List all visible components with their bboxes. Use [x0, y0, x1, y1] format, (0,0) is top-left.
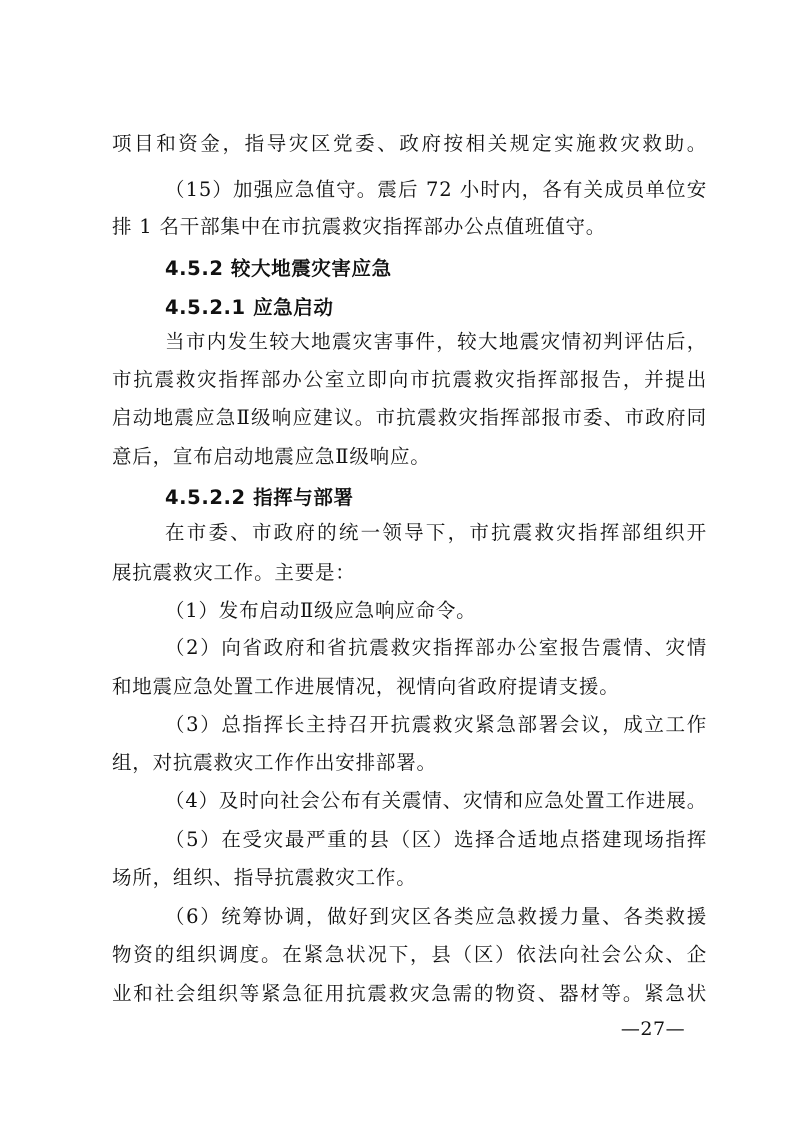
body-text-line: 组，对抗震救灾工作作出安排部署。 — [112, 751, 437, 774]
body-text-line: 启动地震应急Ⅱ级响应建议。市抗震救灾指挥部报市委、市政府同 — [112, 406, 707, 429]
list-item: （6）统筹协调，做好到灾区各类应急救援力量、各类救援 — [165, 905, 707, 928]
page-number: —27— — [620, 1018, 686, 1040]
body-text-line: 意后，宣布启动地震应急Ⅱ级响应。 — [112, 445, 431, 468]
body-text-line: 场所，组织、指导抗震救灾工作。 — [112, 866, 417, 889]
body-text-line: 在市委、市政府的统一领导下，市抗震救灾指挥部组织开 — [165, 521, 707, 544]
body-text-line: 物资的组织调度。在紧急状况下，县（区）依法向社会公众、企 — [112, 943, 707, 966]
list-item: （4）及时向社会公布有关震情、灾情和应急处置工作进展。 — [165, 789, 707, 812]
body-text-line: 业和社会组织等紧急征用抗震救灾急需的物资、器材等。紧急状 — [112, 982, 707, 1005]
section-heading: 4.5.2 较大地震灾害应急 — [165, 257, 392, 280]
list-item: （2）向省政府和省抗震救灾指挥部办公室报告震情、灾情 — [165, 636, 707, 659]
subsection-heading: 4.5.2.2 指挥与部署 — [165, 486, 354, 509]
body-text-line: 项目和资金，指导灾区党委、政府按相关规定实施救灾救助。 — [112, 132, 707, 155]
list-item: （1）发布启动Ⅱ级应急响应命令。 — [165, 599, 477, 622]
body-text-line: 市抗震救灾指挥部办公室立即向市抗震救灾指挥部报告，并提出 — [112, 368, 707, 391]
body-text-line: 排 1 名干部集中在市抗震救灾指挥部办公点值班值守。 — [112, 215, 607, 238]
list-item: （5）在受灾最严重的县（区）选择合适地点搭建现场指挥 — [165, 828, 707, 851]
body-text-line: 和地震应急处置工作进展情况，视情向省政府提请支援。 — [112, 675, 620, 698]
body-text-line: （15）加强应急值守。震后 72 小时内，各有关成员单位安 — [165, 178, 707, 201]
subsection-heading: 4.5.2.1 应急启动 — [165, 296, 334, 319]
body-text-line: 当市内发生较大地震灾害事件，较大地震灾情初判评估后， — [165, 330, 707, 353]
list-item: （3）总指挥长主持召开抗震救灾紧急部署会议，成立工作 — [165, 713, 707, 736]
body-text-line: 展抗震救灾工作。主要是： — [112, 561, 356, 584]
